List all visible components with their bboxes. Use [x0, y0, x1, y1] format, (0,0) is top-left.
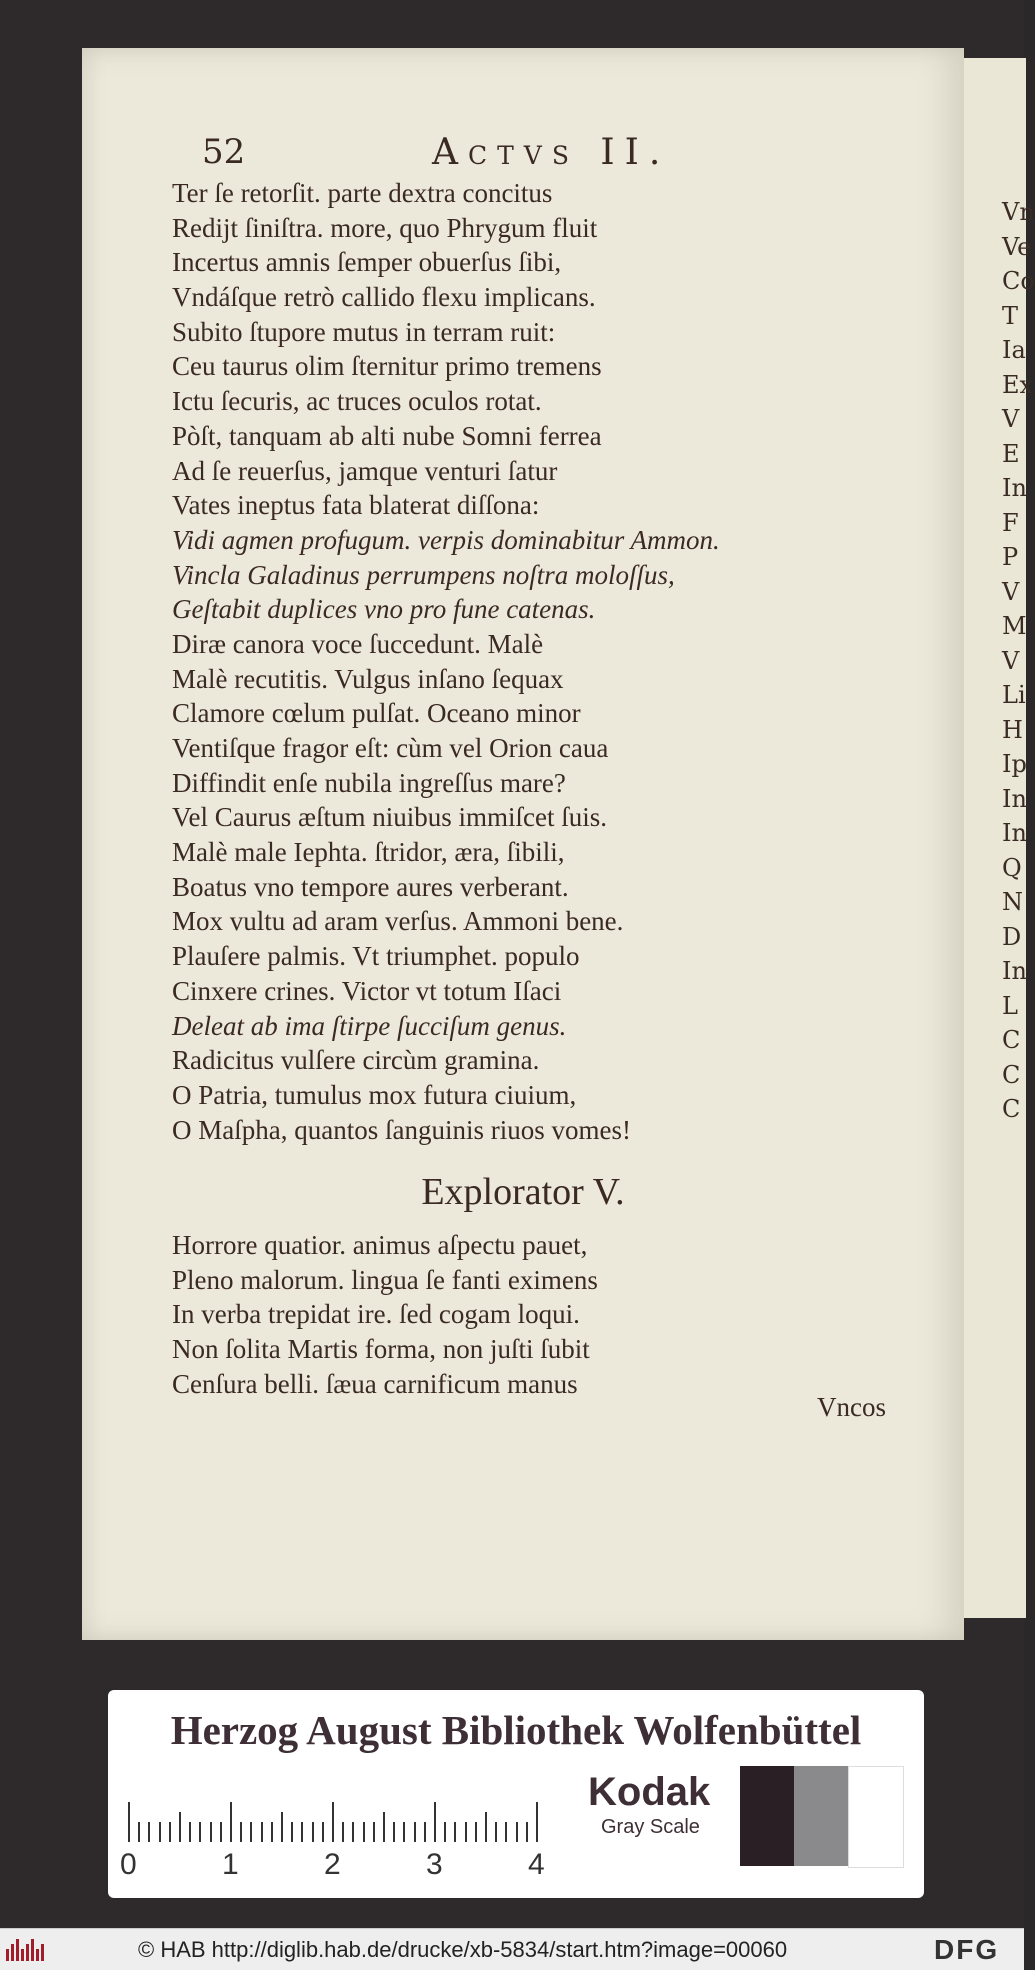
facing-page-fragment: Vn	[1002, 198, 1035, 226]
facing-page-fragment: V	[1002, 646, 1020, 675]
verse-line: Ceu taurus olim ſternitur primo tremens	[172, 351, 602, 382]
catchword: Vncos	[817, 1392, 886, 1422]
ruler-tick	[250, 1822, 252, 1842]
verse-line: Diffindit enſe nubila ingreſſus mare?	[172, 767, 566, 798]
verse-line: Plauſere palmis. Vt triumphet. populo	[172, 941, 580, 972]
ruler	[120, 1768, 548, 1888]
verse-line: Vidi agmen profugum. verpis dominabitur Ammon.	[172, 524, 720, 555]
ruler-tick	[516, 1822, 518, 1842]
verse-line: Diræ canora voce ſuccedunt. Malè	[172, 628, 544, 659]
verse-line: Deleat ab ima ſtirpe ſucciſum genus.	[172, 1010, 567, 1041]
ruler-tick	[148, 1822, 150, 1842]
ruler-tick	[210, 1822, 212, 1842]
ruler-tick	[281, 1812, 283, 1842]
verse-line: Ventiſque fragor eſt: cùm vel Orion caua	[172, 733, 609, 763]
verse-block-2	[172, 1228, 912, 1401]
facing-page-edge	[958, 58, 1035, 1618]
logo-bar	[16, 1939, 19, 1961]
color-scale-card	[108, 1690, 924, 1898]
verse-line: Cenſura belli. ſæua carnificum manus	[172, 1368, 578, 1399]
ruler-tick	[291, 1822, 293, 1842]
facing-page-fragment: E	[1002, 439, 1020, 468]
ruler-number: 2	[324, 1848, 341, 1881]
facing-page-fragment: Ex	[1002, 370, 1034, 399]
ruler-tick	[465, 1822, 467, 1842]
logo-bar	[21, 1949, 24, 1961]
facing-page-fragment: T	[1002, 301, 1019, 330]
ruler-tick	[159, 1822, 161, 1842]
facing-page-fragment: Q	[1002, 853, 1022, 882]
verse-line: In verba trepidat ire. ſed cogam loqui.	[172, 1299, 580, 1330]
verse-line: Pleno malorum. lingua ſe fanti eximens	[172, 1264, 598, 1295]
gray-swatch-dark	[740, 1766, 794, 1866]
hab-logo-icon	[6, 1939, 48, 1961]
ruler-number: 1	[222, 1848, 239, 1881]
ruler-tick	[424, 1822, 426, 1842]
verse-line: Horrore quatior. animus aſpectu pauet,	[172, 1230, 588, 1260]
verse-line: Cinxere crines. Victor vt totum Iſaci	[172, 975, 562, 1006]
logo-bar	[26, 1944, 29, 1961]
ruler-tick	[342, 1822, 344, 1842]
verse-line: Mox vultu ad aram verſus. Ammoni bene.	[172, 906, 624, 937]
verse-line: Vndáſque retrò callido flexu implicans.	[172, 282, 596, 313]
logo-bar	[6, 1949, 9, 1961]
facing-page-fragment: Li	[1002, 681, 1026, 709]
ruler-tick	[169, 1822, 171, 1842]
ruler-tick	[261, 1822, 263, 1842]
verse-line: Ad ſe reuerſus, jamque venturi ſatur	[172, 455, 558, 486]
ruler-number: 4	[528, 1848, 545, 1881]
facing-page-fragment: C	[1002, 1026, 1021, 1054]
footer-bar	[0, 1928, 1024, 1970]
verse-line: Boatus vno tempore aures verberant.	[172, 871, 569, 902]
facing-page-fragment: Ip	[1002, 750, 1027, 778]
ruler-tick	[352, 1822, 354, 1842]
ruler-tick	[332, 1802, 334, 1842]
facing-page-fragment: In	[1002, 474, 1027, 502]
ruler-tick	[485, 1812, 487, 1842]
facing-page-fragment: Ve	[1002, 232, 1032, 261]
copyright-link[interactable]: © HAB http://diglib.hab.de/drucke/xb-5834/start.htm?image=00060	[138, 1937, 788, 1962]
verse-line: Geſtabit duplices vno pro fune catenas.	[172, 594, 596, 625]
ruler-tick	[220, 1822, 222, 1842]
verse-line: O Patria, tumulus mox futura ciuium,	[172, 1079, 577, 1110]
ruler-tick	[373, 1822, 375, 1842]
facing-page-fragment: Ia	[1002, 336, 1026, 364]
verse-line: O Maſpha, quantos ſanguinis riuos vomes!	[172, 1114, 631, 1145]
logo-bar	[11, 1944, 14, 1961]
gray-swatch-mid	[794, 1766, 848, 1866]
facing-page-fragment: In	[1002, 957, 1027, 985]
dfg-logo: DFG	[934, 1934, 1000, 1965]
verse-line: Ictu ſecuris, ac truces oculos rotat.	[172, 386, 542, 417]
verse-line: Subito ſtupore mutus in terram ruit:	[172, 316, 556, 347]
section-title: Explorator V.	[421, 1171, 625, 1213]
ruler-tick	[189, 1822, 191, 1842]
ruler-tick	[536, 1802, 538, 1842]
facing-page-fragment: M	[1002, 612, 1027, 640]
ruler-tick	[230, 1802, 232, 1842]
facing-page-fragment: V	[1002, 577, 1020, 606]
logo-bar	[36, 1949, 39, 1961]
logo-bar	[31, 1939, 34, 1961]
facing-page-fragment: C	[1002, 1095, 1021, 1123]
facing-page-fragment: In	[1002, 784, 1027, 813]
ruler-tick	[393, 1822, 395, 1842]
library-name: Herzog August Bibliothek Wolfenbüttel	[170, 1707, 862, 1753]
logo-bar	[41, 1944, 44, 1961]
ruler-tick	[434, 1802, 436, 1842]
ruler-tick	[475, 1822, 477, 1842]
verse-line: Clamore cœlum pulſat. Oceano minor	[172, 698, 581, 729]
ruler-tick	[383, 1812, 385, 1842]
ruler-tick	[199, 1822, 201, 1842]
facing-page-fragment: V	[1002, 405, 1020, 433]
verse-line: Vates ineptus fata blaterat diſſona:	[172, 490, 540, 521]
verse-line: Non ſolita Martis forma, non juſti ſubit	[172, 1334, 590, 1365]
book-page	[82, 48, 964, 1640]
kodak-brand: Kodak	[588, 1770, 711, 1814]
ruler-tick	[271, 1822, 273, 1842]
ruler-tick	[138, 1822, 140, 1842]
facing-page-fragment: N	[1002, 888, 1023, 916]
ruler-tick	[526, 1822, 528, 1842]
ruler-tick	[179, 1812, 181, 1842]
running-head: Actvs II.	[432, 132, 671, 173]
page-number: 52	[202, 132, 246, 172]
facing-page-fragment: P	[1002, 543, 1019, 571]
ruler-tick	[444, 1822, 446, 1842]
ruler-number: 3	[426, 1848, 443, 1881]
ruler-tick	[414, 1822, 416, 1842]
verse-line: Vincla Galadinus perrumpens noſtra moloſſus,	[172, 559, 675, 590]
facing-page-fragment: D	[1002, 922, 1022, 951]
ruler-tick	[128, 1802, 130, 1842]
verse-line: Ter ſe retorſit. parte dextra concitus	[172, 178, 553, 208]
verse-line: Pòſt, tanquam ab alti nube Somni ferrea	[172, 420, 602, 451]
ruler-tick	[240, 1822, 242, 1842]
ruler-tick	[312, 1822, 314, 1842]
verse-block	[172, 176, 912, 1147]
ruler-tick	[322, 1822, 324, 1842]
facing-page-fragment: In	[1002, 819, 1027, 847]
verse-line: Redijt ſiniſtra. more, quo Phrygum fluit	[172, 212, 598, 243]
ruler-tick	[363, 1822, 365, 1842]
facing-page-fragment: F	[1002, 508, 1019, 537]
verse-line: Malè male Iephta. ſtridor, æra, ſibili,	[172, 837, 565, 868]
ruler-number: 0	[120, 1848, 137, 1881]
verse-line: Malè recutitis. Vulgus inſano ſequax	[172, 663, 564, 694]
verse-line: Incertus amnis ſemper obuerſus ſibi,	[172, 247, 562, 278]
ruler-tick	[454, 1822, 456, 1842]
facing-page-fragment: L	[1002, 991, 1018, 1020]
facing-page-fragment: Co	[1002, 267, 1035, 295]
ruler-tick	[403, 1822, 405, 1842]
ruler-tick	[301, 1822, 303, 1842]
facing-page-fragment: C	[1002, 1060, 1021, 1089]
verse-line: Vel Caurus æſtum niuibus immiſcet ſuis.	[172, 802, 607, 833]
ruler-tick	[505, 1822, 507, 1842]
gray-swatch-light	[848, 1766, 904, 1868]
facing-page-fragment: H	[1002, 715, 1023, 744]
page-header	[202, 132, 762, 182]
kodak-subtitle: Gray Scale	[601, 1816, 700, 1838]
verse-line: Radicitus vulſere circùm gramina.	[172, 1045, 540, 1076]
ruler-tick	[495, 1822, 497, 1842]
